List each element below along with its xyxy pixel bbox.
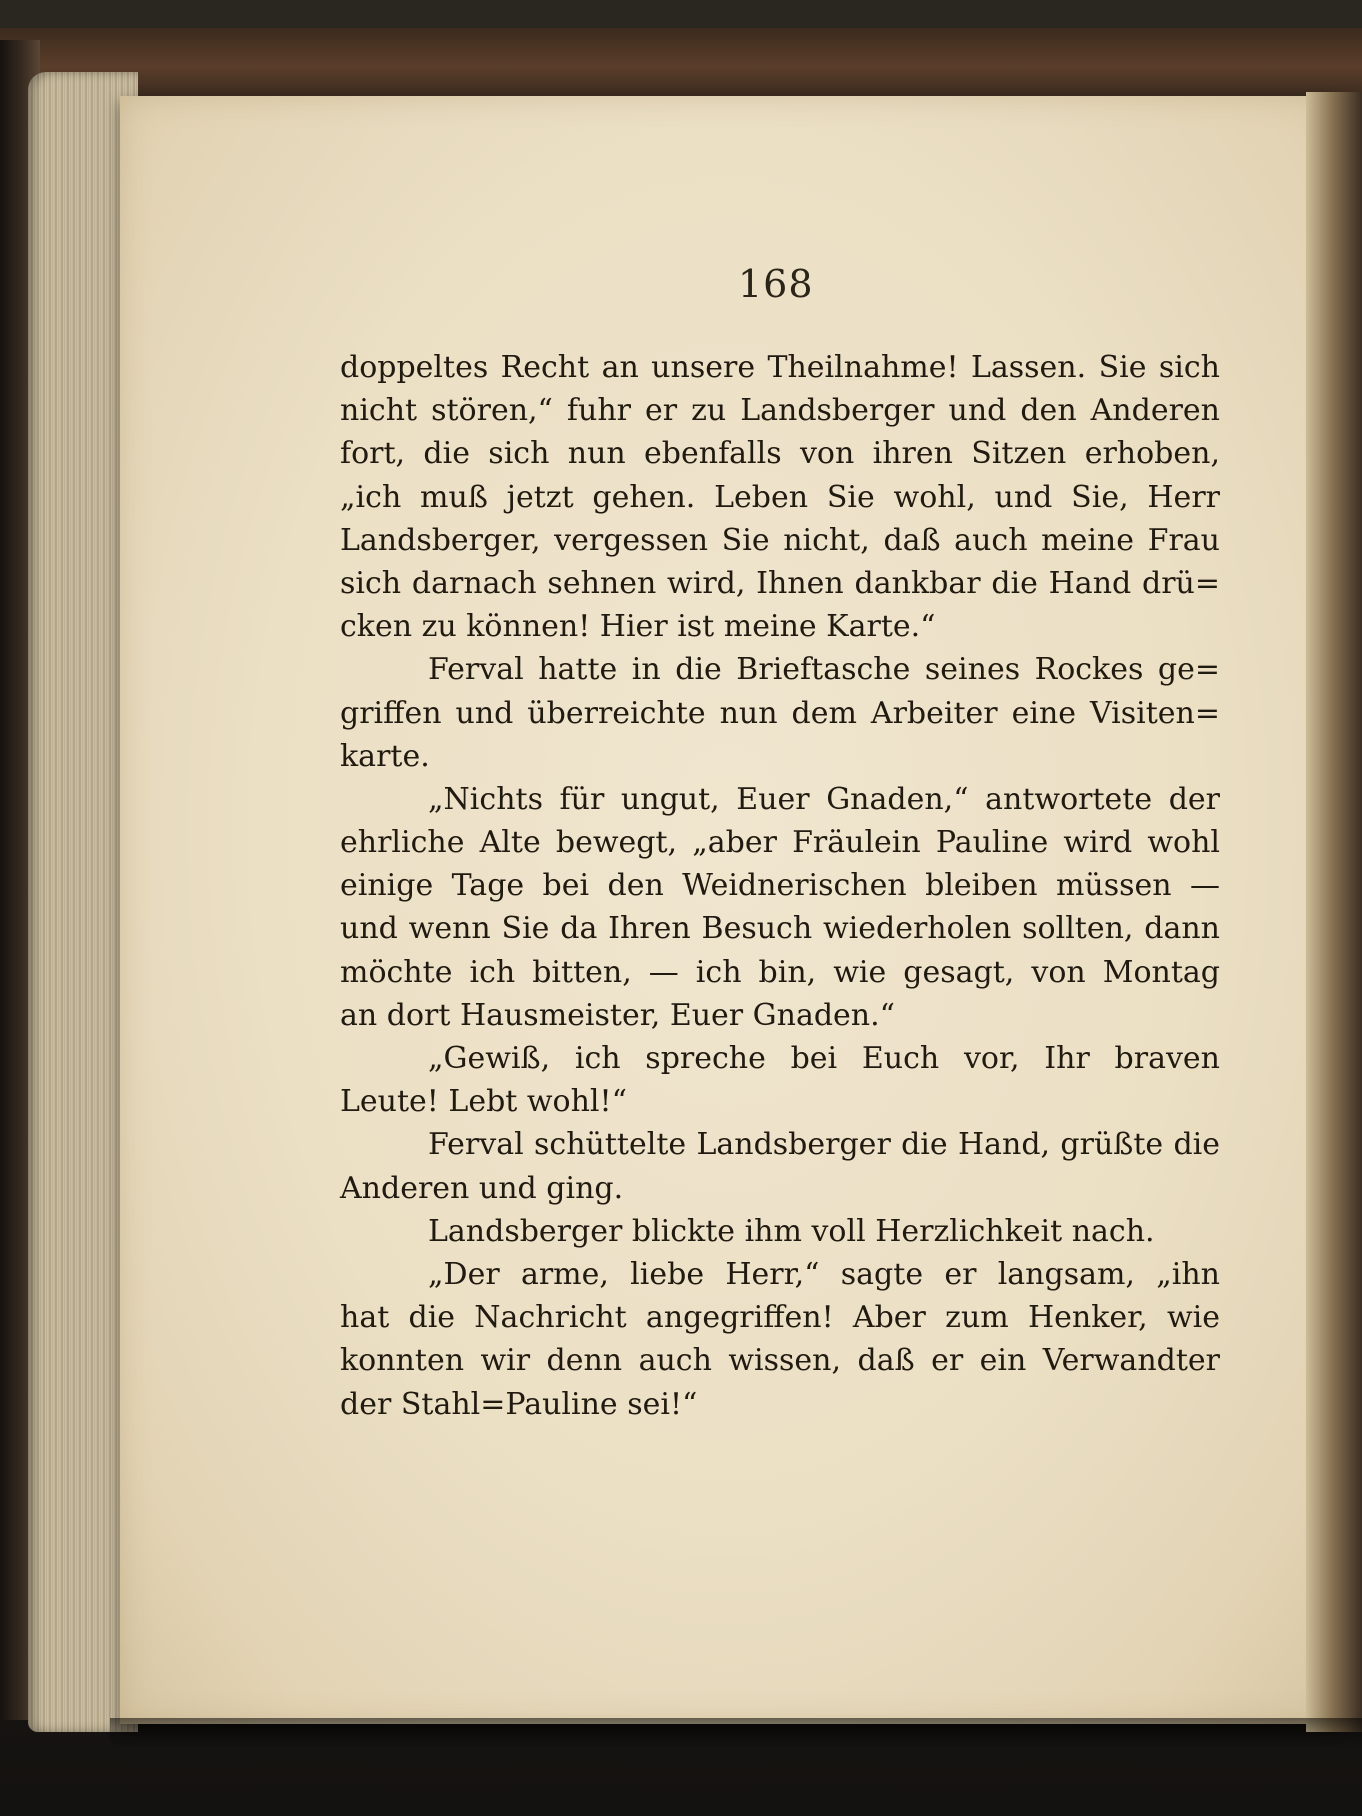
text-line: sich darnach sehnen wird, Ihnen dankbar die Hand drü= bbox=[340, 565, 1220, 601]
page-number: 168 bbox=[738, 262, 814, 306]
text-line: Ferval schüttelte Landsberger die Hand, grüßte die bbox=[428, 1127, 1220, 1163]
text-line: Anderen und ging. bbox=[340, 1170, 624, 1206]
text-line: fort, die sich nun ebenfalls von ihren Sitzen erhoben, bbox=[340, 436, 1220, 472]
text-line: „Gewiß, ich spreche bei Euch vor, Ihr braven bbox=[428, 1041, 1220, 1076]
text-line: griffen und überreichte nun dem Arbeiter eine Visiten= bbox=[340, 695, 1220, 731]
text-line: Leute! Lebt wohl!“ bbox=[340, 1084, 627, 1120]
text-line: „Der arme, liebe Herr,“ sagte er langsam, „ihn bbox=[428, 1256, 1220, 1292]
text-line: konnten wir denn auch wissen, daß er ein Verwandter bbox=[340, 1343, 1220, 1379]
book-cover-top bbox=[0, 28, 1362, 98]
text-line: der Stahl=Pauline sei!“ bbox=[340, 1386, 698, 1422]
text-line: hat die Nachricht angegriffen! Aber zum Henker, wie bbox=[340, 1300, 1220, 1336]
text-line: nicht stören,“ fuhr er zu Landsberger und den Anderen bbox=[340, 393, 1220, 429]
text-line: doppeltes Recht an unsere Theilnahme! Lassen. Sie sich bbox=[340, 350, 1220, 385]
text-line: „Nichts für ungut, Euer Gnaden,“ antwortete der bbox=[428, 781, 1220, 817]
text-line: an dort Hausmeister, Euer Gnaden.“ bbox=[340, 997, 895, 1033]
text-line: und wenn Sie da Ihren Besuch wiederholen sollten, dann bbox=[340, 911, 1220, 947]
text-line: Landsberger, vergessen Sie nicht, daß auch meine Frau bbox=[340, 522, 1220, 558]
text-line: cken zu können! Hier ist meine Karte.“ bbox=[340, 609, 936, 645]
text-line: möchte ich bitten, — ich bin, wie gesagt, von Montag bbox=[340, 954, 1220, 990]
page-shadow bbox=[110, 1718, 1362, 1748]
text-line: karte. bbox=[340, 738, 430, 774]
text-line: ehrliche Alte bewegt, „aber Fräulein Pauline wird wohl bbox=[340, 825, 1220, 861]
text-line: „ich muß jetzt gehen. Leben Sie wohl, und Sie, Herr bbox=[340, 479, 1220, 515]
book-gutter bbox=[1306, 92, 1362, 1732]
text-line: Ferval hatte in die Brieftasche seines Rockes ge= bbox=[428, 652, 1220, 688]
text-line: einige Tage bei den Weidnerischen bleiben müssen — bbox=[340, 868, 1220, 904]
body-text bbox=[340, 346, 1220, 1426]
text-line: Landsberger blickte ihm voll Herzlichkeit nach. bbox=[428, 1213, 1155, 1249]
